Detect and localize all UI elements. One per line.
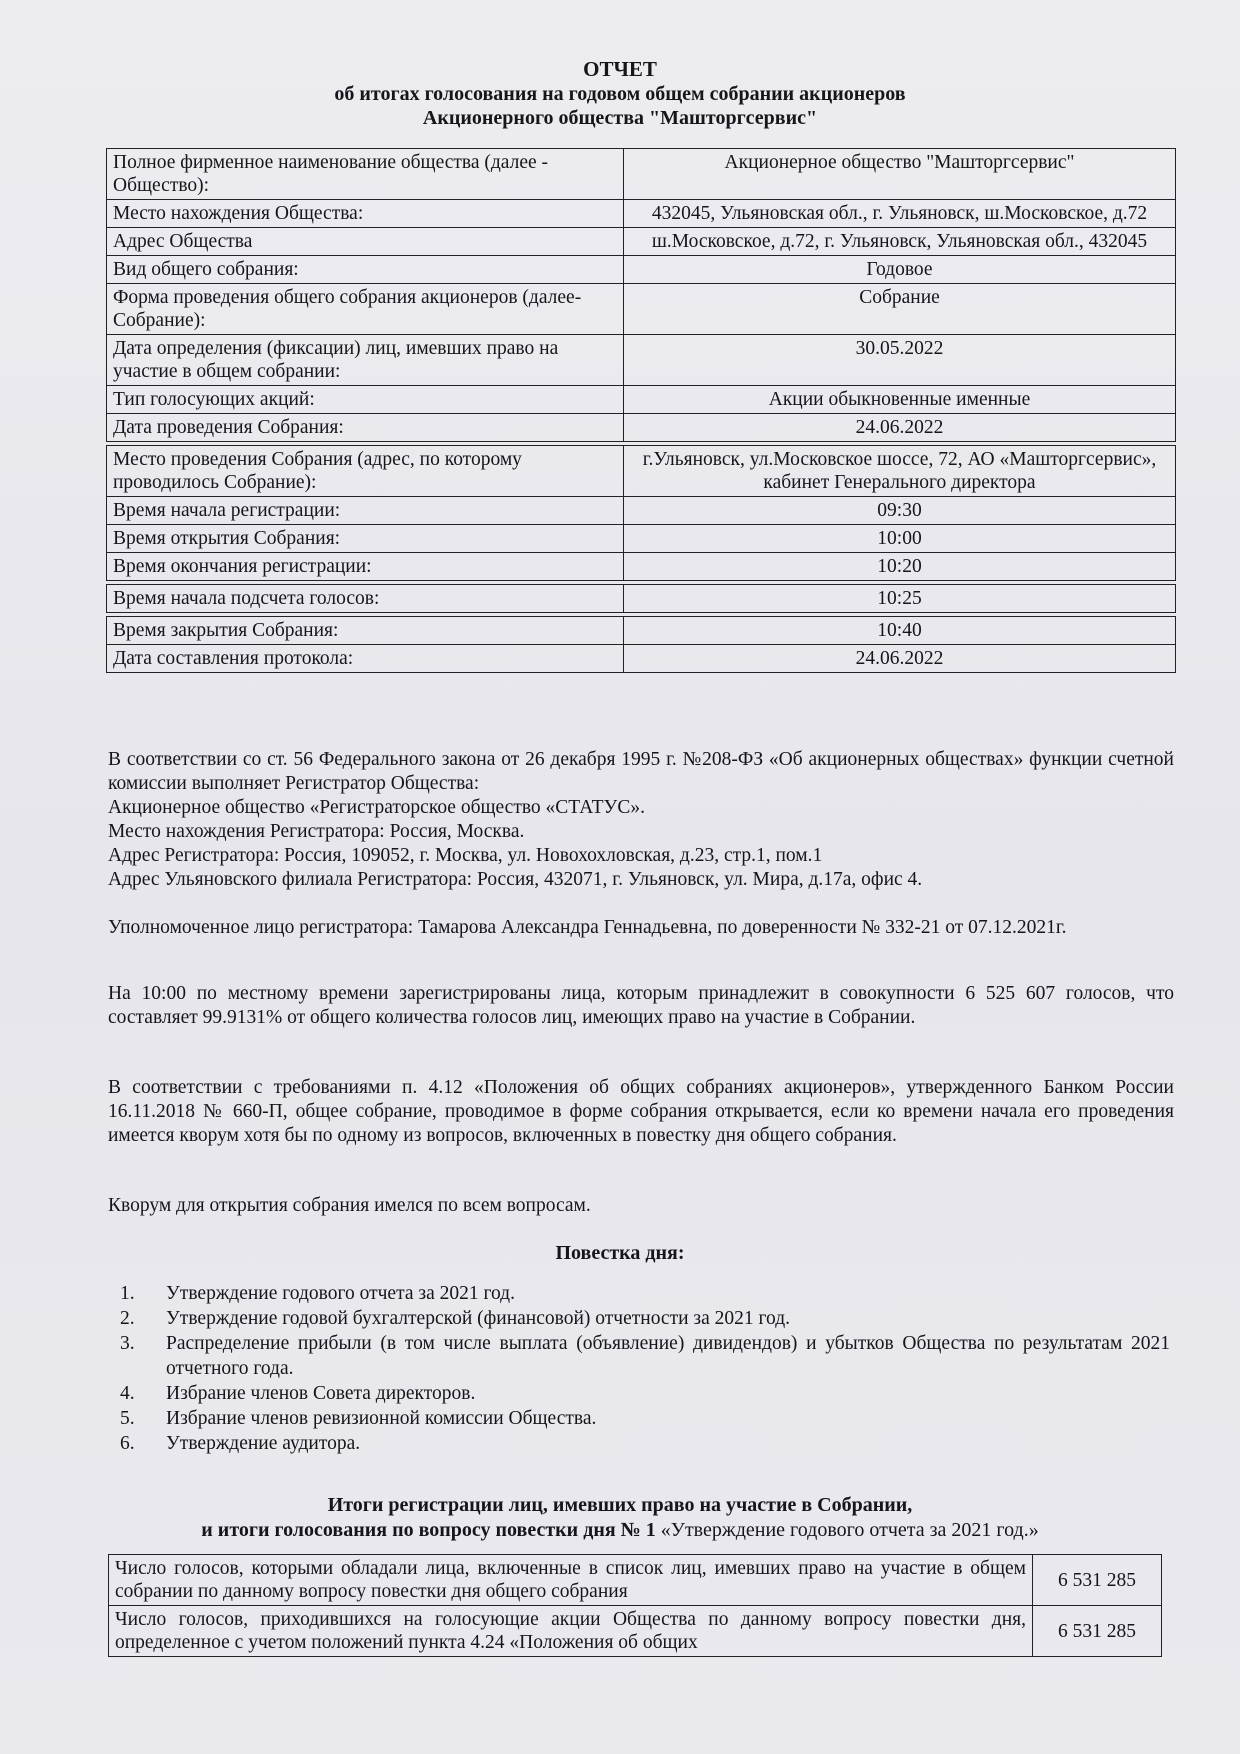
report-subtitle-line2: Акционерного общества "Машторгсервис": [422, 107, 818, 129]
authorized-person: Уполномоченное лицо регистратора: Тамарова Александра Геннадьевна, по доверенности № 332-21 от 07.12.2021г.: [108, 917, 1067, 938]
agenda-list: [120, 1281, 1170, 1456]
info-value: Акционерное общество "Машторгсервис": [624, 149, 1176, 200]
results-title: [0, 1493, 1240, 1543]
info-key: Время начала подсчета голосов:: [107, 585, 624, 613]
agenda-item-number: 1.: [120, 1283, 135, 1304]
info-value: 10:20: [624, 553, 1176, 581]
agenda-item: [120, 1406, 1170, 1431]
info-key: Время окончания регистрации:: [107, 553, 624, 581]
authorized-person-paragraph: [108, 916, 1174, 940]
info-key: Время открытия Собрания:: [107, 525, 624, 553]
agenda-item-number: 6.: [120, 1433, 135, 1454]
quorum-result: Кворум для открытия собрания имелся по всем вопросам.: [108, 1195, 591, 1216]
info-value: Годовое: [624, 256, 1176, 284]
votes-row: [109, 1555, 1162, 1606]
info-key: Дата составления протокола:: [107, 645, 624, 673]
info-value: Акции обыкновенные именные: [624, 386, 1176, 414]
meeting-info-table: [106, 148, 1176, 673]
info-row: [107, 414, 1176, 442]
info-value: ш.Московское, д.72, г. Ульяновск, Ульяновская обл., 432045: [624, 228, 1176, 256]
info-key: Место проведения Собрания (адрес, по которому проводилось Собрание):: [107, 446, 624, 497]
info-value: 30.05.2022: [624, 335, 1176, 386]
info-value: 10:25: [624, 585, 1176, 613]
info-row: [107, 585, 1176, 613]
info-value: Собрание: [624, 284, 1176, 335]
info-row: [107, 617, 1176, 645]
votes-count: 6 531 285: [1033, 1606, 1162, 1657]
agenda-item: [120, 1431, 1170, 1456]
agenda-item-text: Избрание членов ревизионной комиссии Общества.: [166, 1408, 597, 1429]
info-row: [107, 200, 1176, 228]
results-title-line2-bold: и итоги голосования по вопросу повестки дня № 1: [201, 1519, 656, 1541]
votes-row: [109, 1606, 1162, 1657]
agenda-item-text: Утверждение годового отчета за 2021 год.: [166, 1283, 515, 1304]
info-key: Форма проведения общего собрания акционеров (далее-Собрание):: [107, 284, 624, 335]
agenda-item-number: 2.: [120, 1308, 135, 1329]
registrar-branch-address: Адрес Ульяновского филиала Регистратора: Россия, 432071, г. Ульяновск, ул. Мира, д.17а, офис 4.: [108, 869, 923, 890]
votes-description: Число голосов, приходившихся на голосующие акции Общества по данному вопросу повестки дня, определенное с учетом положений пункта 4.24 «Положения об общих: [109, 1606, 1033, 1657]
votes-description: Число голосов, которыми обладали лица, включенные в список лиц, имевших право на участие в общем собрании по данному вопросу повестки дня общего собрания: [109, 1555, 1033, 1606]
info-key: Тип голосующих акций:: [107, 386, 624, 414]
info-row: [107, 525, 1176, 553]
results-title-line2-rest: «Утверждение годового отчета за 2021 год.»: [655, 1519, 1039, 1541]
info-value: г.Ульяновск, ул.Московское шоссе, 72, АО «Машторгсервис», кабинет Генерального директора: [624, 446, 1176, 497]
report-header: [0, 56, 1240, 130]
quorum-rule-paragraph: [108, 1076, 1174, 1148]
votes-table: [108, 1554, 1162, 1657]
registered-votes: На 10:00 по местному времени зарегистрированы лица, которым принадлежит в совокупности 6 525 607 голосов, что составляет 99.9131% от общего количества голосов лиц, имеющих право на участие в Собрании.: [108, 983, 1174, 1028]
info-value: 24.06.2022: [624, 414, 1176, 442]
info-value: 09:30: [624, 497, 1176, 525]
results-title-line1: Итоги регистрации лиц, имевших право на участие в Собрании,: [327, 1494, 913, 1516]
agenda-title: Повестка дня:: [555, 1242, 685, 1264]
agenda-item: [120, 1306, 1170, 1331]
agenda-item-text: Избрание членов Совета директоров.: [166, 1383, 476, 1404]
info-row: [107, 446, 1176, 497]
quorum-result-paragraph: [108, 1194, 1174, 1218]
agenda-item: [120, 1381, 1170, 1406]
info-value: 24.06.2022: [624, 645, 1176, 673]
report-subtitle-line1: об итогах голосования на годовом общем собрании акционеров: [334, 83, 906, 105]
info-key: Дата определения (фиксации) лиц, имевших право на участие в общем собрании:: [107, 335, 624, 386]
votes-count: 6 531 285: [1033, 1555, 1162, 1606]
info-value: 10:40: [624, 617, 1176, 645]
info-value: 10:00: [624, 525, 1176, 553]
agenda-item-number: 4.: [120, 1383, 135, 1404]
registrar-name: Акционерное общество «Регистраторское общество «СТАТУС».: [108, 797, 645, 818]
agenda-item-text: Утверждение годовой бухгалтерской (финансовой) отчетности за 2021 год.: [166, 1308, 791, 1329]
report-title: ОТЧЕТ: [583, 57, 657, 81]
registered-paragraph: [108, 982, 1174, 1030]
info-row: [107, 386, 1176, 414]
info-key: Место нахождения Общества:: [107, 200, 624, 228]
info-row: [107, 256, 1176, 284]
info-key: Вид общего собрания:: [107, 256, 624, 284]
info-key: Дата проведения Собрания:: [107, 414, 624, 442]
info-row: [107, 645, 1176, 673]
info-key: Полное фирменное наименование общества (далее - Общество):: [107, 149, 624, 200]
info-row: [107, 335, 1176, 386]
info-row: [107, 149, 1176, 200]
agenda-item-text: Утверждение аудитора.: [166, 1433, 361, 1454]
registrar-location: Место нахождения Регистратора: Россия, Москва.: [108, 821, 525, 842]
info-row: [107, 284, 1176, 335]
agenda-item: [120, 1281, 1170, 1306]
registrar-section: [108, 748, 1174, 892]
info-key: Адрес Общества: [107, 228, 624, 256]
info-key: Время закрытия Собрания:: [107, 617, 624, 645]
info-row: [107, 228, 1176, 256]
agenda-item-text: Распределение прибыли (в том числе выплата (объявление) дивидендов) и убытков Общества по результатам 2021 отчетного года.: [166, 1333, 1170, 1379]
agenda-item: [120, 1331, 1170, 1381]
info-row: [107, 553, 1176, 581]
info-row: [107, 497, 1176, 525]
info-value: 432045, Ульяновская обл., г. Ульяновск, ш.Московское, д.72: [624, 200, 1176, 228]
agenda-item-number: 3.: [120, 1333, 135, 1354]
info-key: Время начала регистрации:: [107, 497, 624, 525]
quorum-rule: В соответствии с требованиями п. 4.12 «Положения об общих собраниях акционеров», утвержденного Банком России 16.11.2018 № 660-П, общее собрание, проводимое в форме собрания открывается, если ко времени начала его проведения имеется кворум хотя бы по одному из вопросов, включенных в повестку дня общего собрания.: [108, 1077, 1174, 1146]
agenda-item-number: 5.: [120, 1408, 135, 1429]
registrar-intro: В соответствии со ст. 56 Федерального закона от 26 декабря 1995 г. №208-ФЗ «Об акционерных обществах» функции счетной комиссии выполняет Регистратор Общества:: [108, 749, 1174, 794]
registrar-address: Адрес Регистратора: Россия, 109052, г. Москва, ул. Новохохловская, д.23, стр.1, пом.1: [108, 845, 823, 866]
